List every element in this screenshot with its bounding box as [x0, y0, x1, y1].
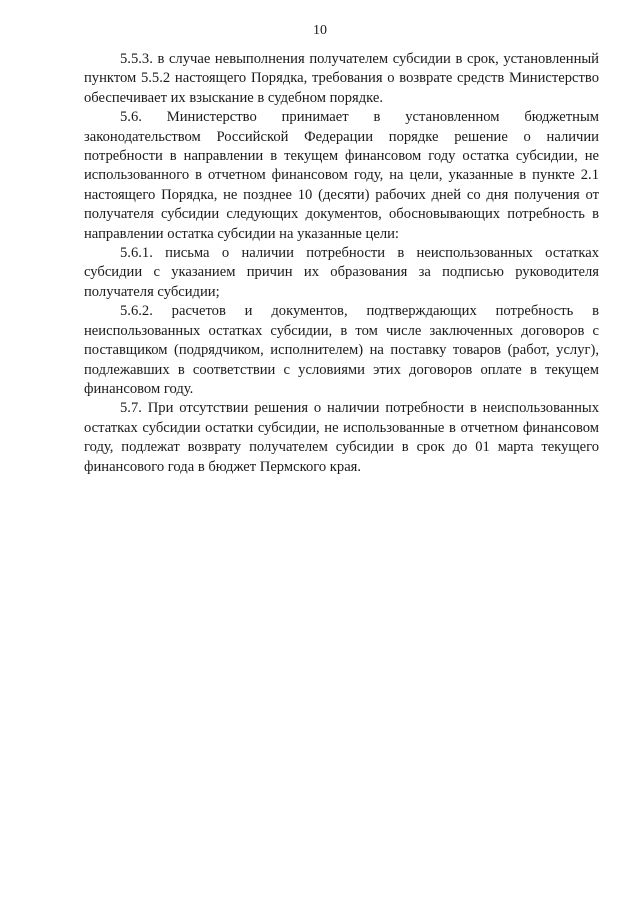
- paragraph-5-6-1: 5.6.1. письма о наличии потребности в неиспользованных остатках субсидии с указанием причин их образования за подписью руководителя получателя субсидии;: [84, 245, 599, 300]
- page-number: 10: [313, 23, 327, 38]
- document-body: [84, 50, 599, 477]
- paragraph-5-5-3: 5.5.3. в случае невыполнения получателем субсидии в срок, установленный пунктом 5.5.2 настоящего Порядка, требования о возврате средств Министерство обеспечивает их взыскание в судебном порядке.: [84, 51, 599, 106]
- paragraph-5-6: 5.6. Министерство принимает в установленном бюджетным законодательством Российской Федерации порядке решение о наличии потребности в направлении в текущем финансовом году остатка субсидии, не использованного в отчетном финансовом году, на цели, указанные в пункте 2.1 настоящего Порядка, не позднее 10 (десяти) рабочих дней со дня получения от получателя субсидии следующих документов, обосновывающих потребность в направлении остатка субсидии на указанные цели:: [84, 109, 599, 242]
- paragraph-5-7: 5.7. При отсутствии решения о наличии потребности в неиспользованных остатках субсидии остатки субсидии, не использованные в отчетном финансовом году, подлежат возврату получателем субсидии в срок до 01 марта текущего финансового года в бюджет Пермского края.: [84, 400, 599, 475]
- paragraph-5-6-2: 5.6.2. расчетов и документов, подтверждающих потребность в неиспользованных остатках субсидии, в том числе заключенных договоров с поставщиком (подрядчиком, исполнителем) на поставку товаров (работ, услуг), подлежавших в соответствии с условиями этих договоров оплате в текущем финансовом году.: [84, 303, 599, 397]
